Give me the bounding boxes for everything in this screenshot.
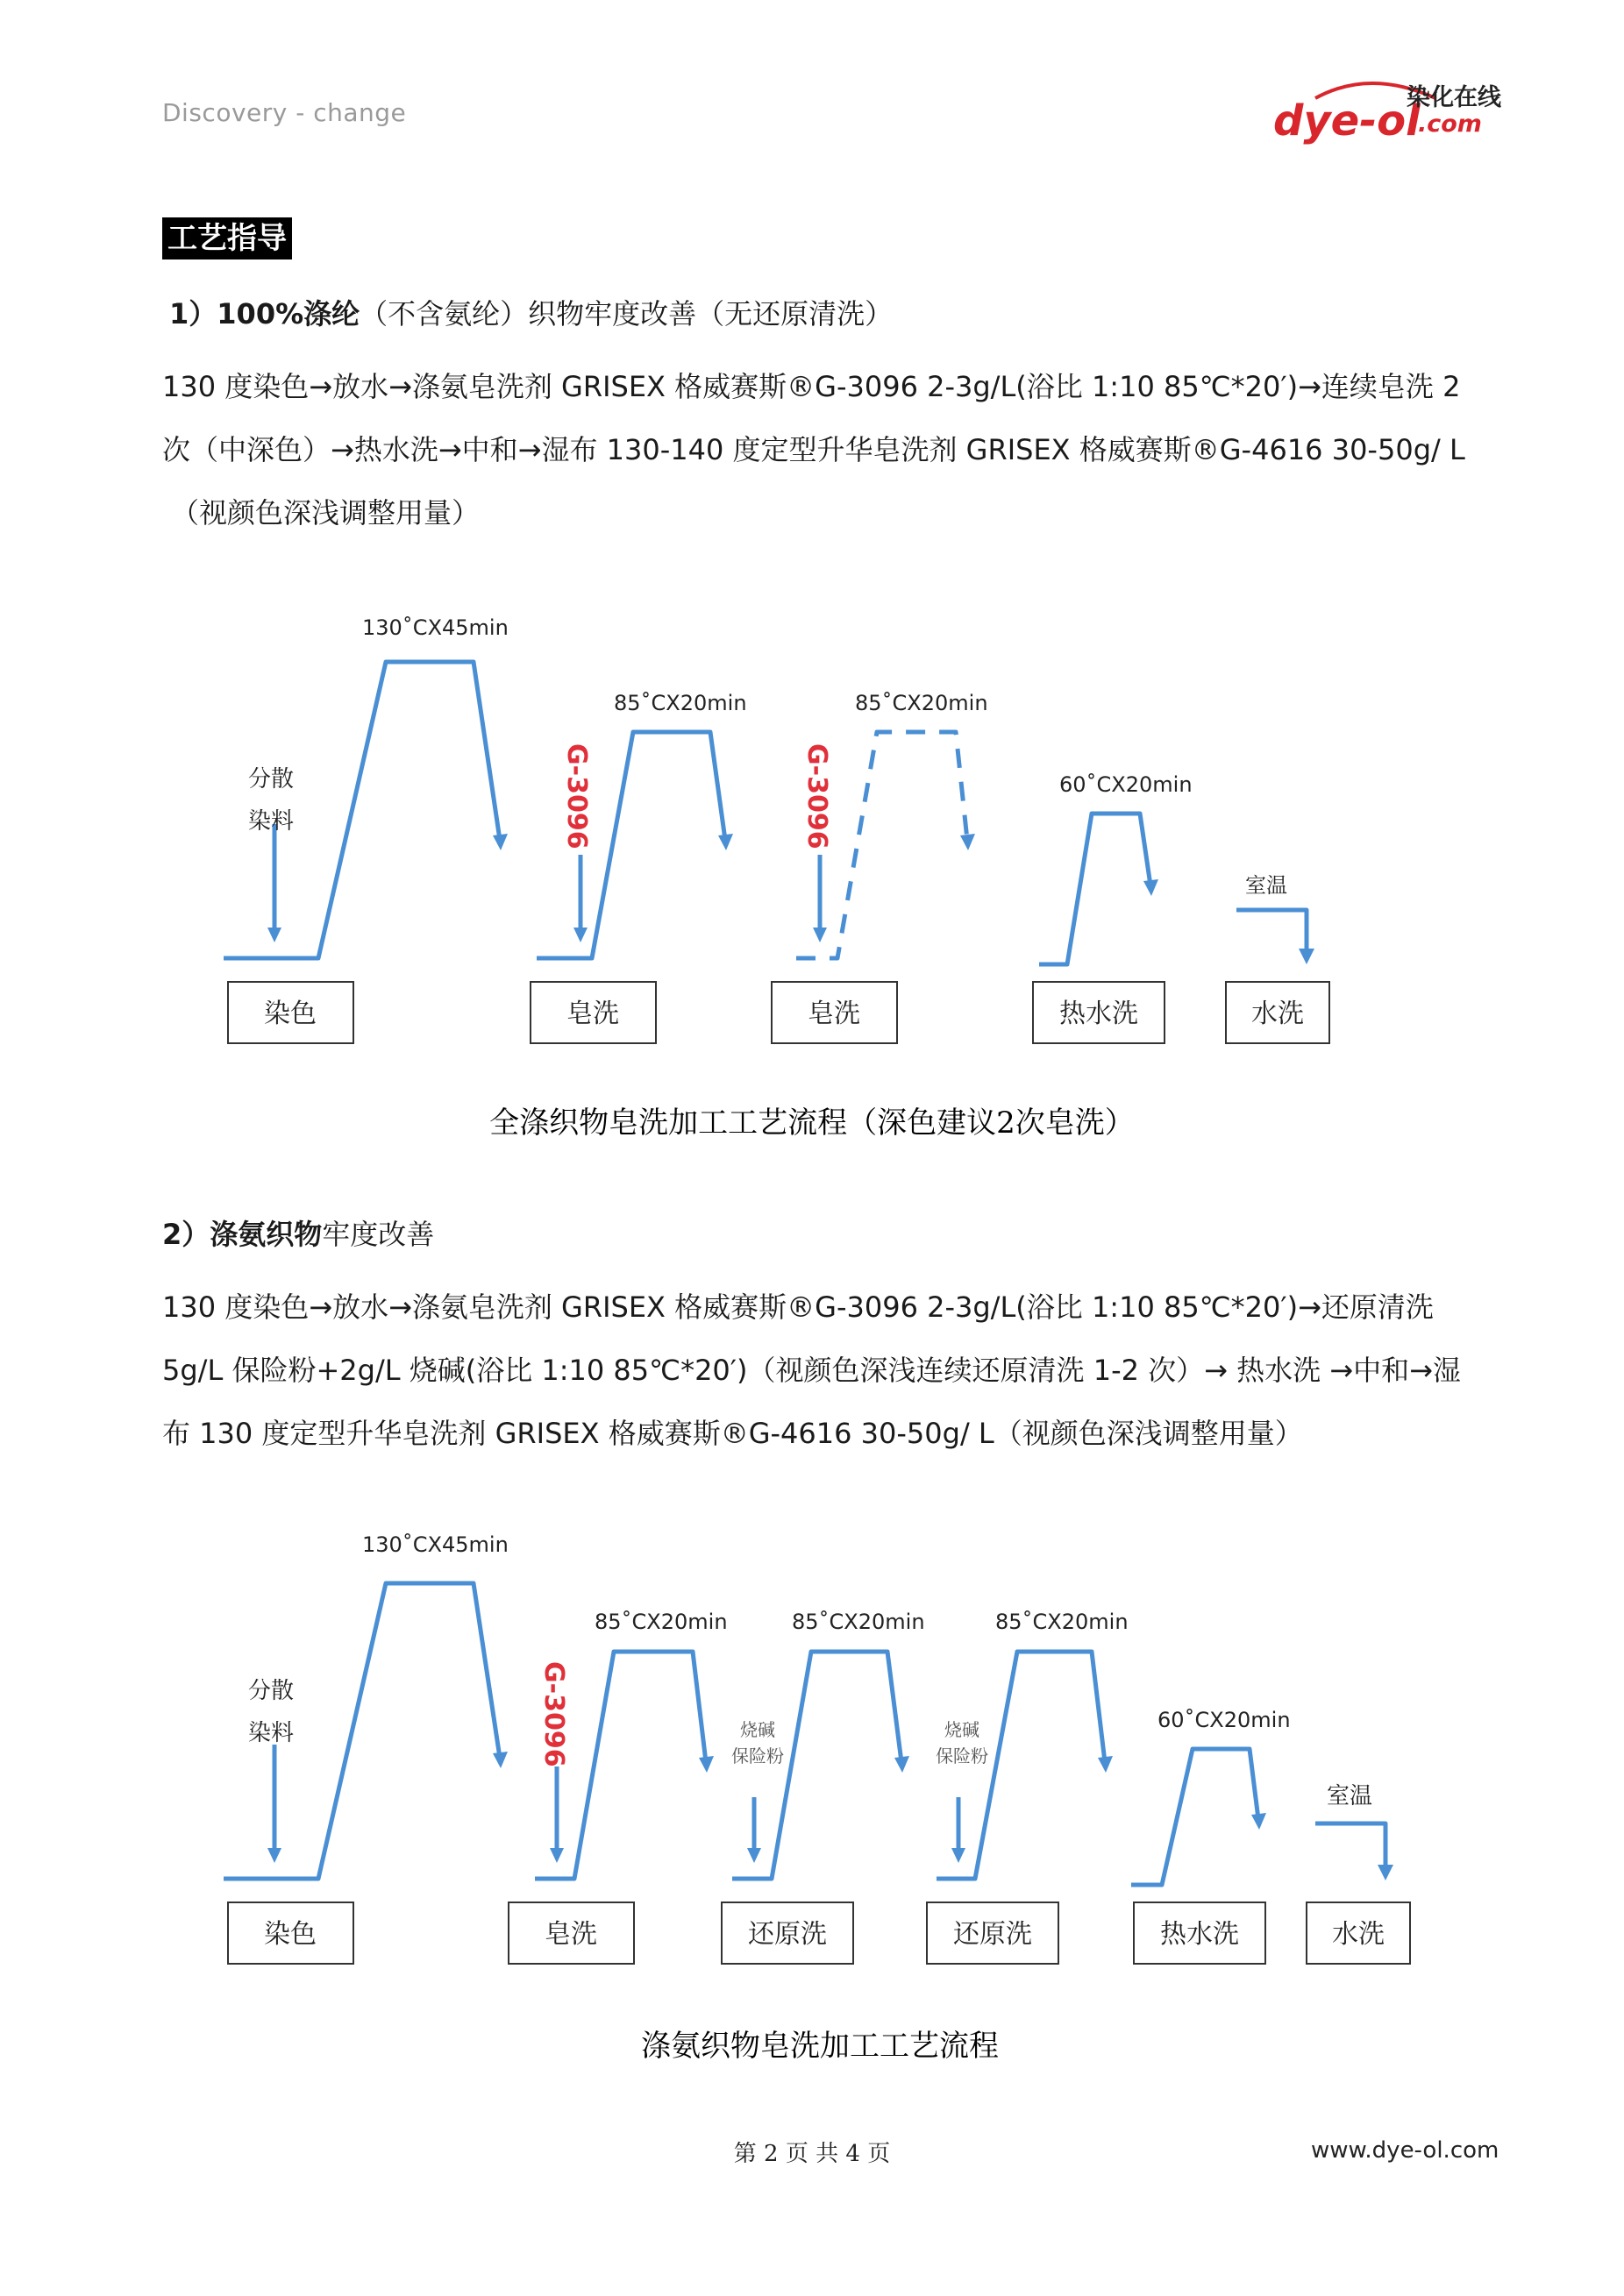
logo-com: .com bbox=[1418, 110, 1482, 138]
cond-reduction-2: 85˚CX20min bbox=[995, 1610, 1129, 1634]
header-tagline: Discovery - change bbox=[162, 98, 407, 127]
step-hot-wash: 热水洗 bbox=[1059, 999, 1138, 1029]
step-water-wash: 水洗 bbox=[1332, 1919, 1385, 1950]
step-hot-wash: 热水洗 bbox=[1160, 1919, 1239, 1950]
diagram-polyester-soaping bbox=[0, 596, 1624, 1166]
cond-hot: 60˚CX20min bbox=[1059, 772, 1193, 797]
step-soap: 皂洗 bbox=[808, 999, 860, 1029]
dye-label-2: 染料 bbox=[248, 808, 295, 835]
diagram-polyester-spandex-soaping bbox=[0, 1517, 1624, 2078]
cond-room: 室温 bbox=[1245, 873, 1287, 898]
section-tag: 工艺指导 bbox=[162, 217, 292, 259]
section-2-heading bbox=[162, 1217, 434, 1252]
section-1-bold: 100%涤纶 bbox=[217, 297, 360, 331]
step-soap: 皂洗 bbox=[545, 1919, 597, 1950]
room-curve bbox=[1236, 910, 1307, 951]
section-2-rest: 牢度改善 bbox=[322, 1218, 435, 1251]
cond-dye: 130˚CX45min bbox=[362, 1532, 509, 1557]
room-curve bbox=[1315, 1823, 1385, 1867]
agent-label: G-3096 bbox=[538, 1661, 569, 1767]
chem-label-1: 烧碱 bbox=[944, 1719, 979, 1740]
chem-label-1: 烧碱 bbox=[740, 1719, 775, 1740]
hot-curve bbox=[1131, 1749, 1258, 1885]
footer-website: www.dye-ol.com bbox=[1311, 2137, 1499, 2164]
section-2-line: 130 度染色→放水→涤氨皂洗剂 GRISEX 格威赛斯®G-3096 2-3g/L(浴比 1:10 85℃*20′)→还原清洗 bbox=[162, 1290, 1434, 1324]
dye-ol-logo bbox=[1273, 72, 1501, 151]
section-2-bold: 涤氨织物 bbox=[210, 1218, 323, 1251]
agent-label: G-3096 bbox=[561, 743, 592, 849]
cond-hot: 60˚CX20min bbox=[1157, 1708, 1291, 1732]
logo-cn: 染化在线 bbox=[1407, 84, 1501, 111]
section-1-line: （视颜色深浅调整用量） bbox=[171, 496, 481, 530]
step-dye: 染色 bbox=[264, 1919, 317, 1950]
section-1-rest: （不含氨纶）织物牢度改善（无还原清洗） bbox=[360, 297, 894, 331]
section-2-line: 5g/L 保险粉+2g/L 烧碱(浴比 1:10 85℃*20′)（视颜色深浅连续还原清洗 1-2 次）→ 热水洗 →中和→湿 bbox=[162, 1354, 1461, 1387]
agent-label: G-3096 bbox=[801, 743, 832, 849]
dye-label-1: 分散 bbox=[248, 1678, 295, 1704]
dye-label-2: 染料 bbox=[248, 1720, 295, 1746]
section-1-num: 1） bbox=[169, 297, 217, 331]
section-1-heading bbox=[169, 296, 893, 331]
cond-soap-2: 85˚CX20min bbox=[855, 691, 988, 715]
diagram-1-caption: 全涤织物皂洗加工工艺流程（深色建议2次皂洗） bbox=[489, 1105, 1135, 1141]
page-number: 第 2 页 共 4 页 bbox=[733, 2141, 891, 2167]
dye-label-1: 分散 bbox=[248, 766, 295, 793]
section-1-line: 130 度染色→放水→涤氨皂洗剂 GRISEX 格威赛斯®G-3096 2-3g/L(浴比 1:10 85℃*20′)→连续皂洗 2 bbox=[162, 370, 1461, 403]
section-2-line: 布 130 度定型升华皂洗剂 GRISEX 格威赛斯®G-4616 30-50g/ L（视颜色深浅调整用量） bbox=[162, 1417, 1303, 1450]
cond-room: 室温 bbox=[1327, 1783, 1373, 1809]
section-1-paragraph bbox=[162, 355, 1499, 544]
cond-dye: 130˚CX45min bbox=[362, 615, 509, 640]
step-soap: 皂洗 bbox=[566, 999, 619, 1029]
cond-soap: 85˚CX20min bbox=[595, 1610, 728, 1634]
section-2-paragraph bbox=[162, 1276, 1499, 1465]
step-dye: 染色 bbox=[264, 999, 317, 1029]
section-1-line: 次（中深色）→热水洗→中和→湿布 130-140 度定型升华皂洗剂 GRISEX 格威赛斯®G-4616 30-50g/ L bbox=[162, 433, 1465, 466]
chem-label-2: 保险粉 bbox=[936, 1745, 988, 1766]
hot-curve bbox=[1039, 814, 1150, 964]
section-2-num: 2） bbox=[162, 1218, 210, 1251]
diagram-2-caption: 涤氨织物皂洗加工工艺流程 bbox=[641, 2029, 999, 2064]
cond-reduction-1: 85˚CX20min bbox=[792, 1610, 925, 1634]
logo-text: dye-ol bbox=[1273, 96, 1421, 146]
chem-label-2: 保险粉 bbox=[731, 1745, 784, 1766]
step-reduction-wash: 还原洗 bbox=[953, 1919, 1032, 1950]
step-reduction-wash: 还原洗 bbox=[748, 1919, 827, 1950]
cond-soap-1: 85˚CX20min bbox=[614, 691, 747, 715]
step-water-wash: 水洗 bbox=[1251, 999, 1304, 1029]
